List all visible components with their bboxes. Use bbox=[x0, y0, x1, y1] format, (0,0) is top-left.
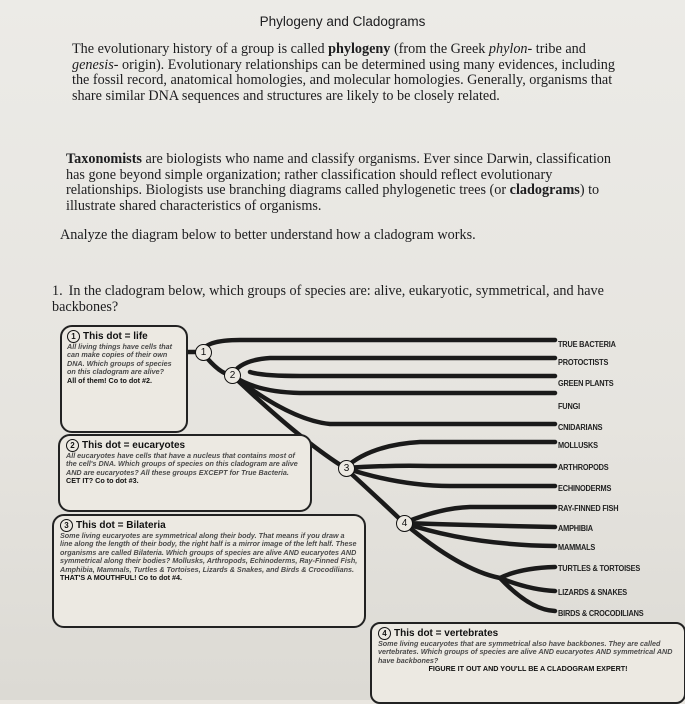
branch-amphibia bbox=[404, 523, 555, 527]
node-2-dot: 2 bbox=[224, 367, 241, 384]
callout-answer: FIGURE IT OUT AND YOU'LL BE A CLADOGRAM EXPERT! bbox=[428, 664, 628, 674]
callout-eucaryotes bbox=[58, 434, 312, 512]
species-label: TRUE BACTERIA bbox=[558, 340, 616, 349]
callout-life bbox=[60, 325, 188, 433]
number-badge: 4 bbox=[378, 627, 391, 640]
species-label: CNIDARIANS bbox=[558, 423, 603, 432]
question-1: 1. In the cladogram below, which groups of species are: alive, eukaryotic, symmetrical, and have backbones? bbox=[52, 283, 604, 315]
species-label: MAMMALS bbox=[558, 543, 596, 552]
intro-paragraph-taxonomists: Taxonomists are biologists who name and classify organisms. Ever since Darwin, classification has gone beyond simple organization; rather classification should reflect evolutionary relationships. Biologists use branching diagrams called phylogenetic trees (or cladograms) to illustrate shared characteristics of organisms. bbox=[66, 151, 611, 214]
callout-answer: All of them! Co to dot #2. bbox=[67, 375, 153, 385]
species-label: PROTOCTISTS bbox=[558, 358, 609, 367]
callout-heading: This dot = life bbox=[83, 331, 148, 342]
callout-heading: This dot = eucaryotes bbox=[82, 440, 186, 451]
callout-answer: CET IT? Co to dot #3. bbox=[66, 476, 139, 486]
callout-answer: THAT'S A MOUTHFUL! Co to dot #4. bbox=[60, 573, 183, 583]
callout-bilateria bbox=[52, 514, 366, 628]
node-1-dot: 1 bbox=[195, 344, 212, 361]
callout-heading: This dot = Bilateria bbox=[76, 520, 166, 531]
species-label: MOLLUSKS bbox=[558, 441, 598, 450]
species-label: RAY-FINNED FISH bbox=[558, 504, 619, 513]
intro-paragraph-phylogeny: The evolutionary history of a group is called phylogeny (from the Greek phylon- tribe and genesis- origin). Evolutionary relationships can be determined using many evidences, including the fossil record, anatomical homologies, and molecular homologies. Generally, organisms that share similar DNA sequences and structures are likely to be closely related. bbox=[72, 41, 615, 104]
branch-green-plants bbox=[250, 372, 555, 376]
number-badge: 1 bbox=[67, 330, 80, 343]
node-3-dot: 3 bbox=[338, 460, 355, 477]
callout-vertebrates bbox=[370, 622, 685, 704]
species-label: AMPHIBIA bbox=[558, 524, 593, 533]
species-label: FUNGI bbox=[558, 402, 580, 411]
species-label: ECHINODERMS bbox=[558, 484, 612, 493]
branch-echinoderms bbox=[345, 468, 555, 486]
branch-true-bacteria bbox=[202, 340, 555, 352]
species-label: GREEN PLANTS bbox=[558, 379, 614, 388]
branch-reptile-stem bbox=[404, 523, 500, 578]
callout-body: Some living eucaryotes are symmetrical along their body. That means if you draw a line along the length of their body, the right half is a mirror image of the left half. These organisms are called Bilateria. Which groups of species are alive AND eucaryotes AND symmetrical along their bodies? Mollusks, Arthropods, Echinoderms, Ray-Finned Fish, Amphibia, Mammals, Turtles & Tortoises, Lizards & Snakes, and Birds & Crocodilians. bbox=[60, 531, 358, 574]
callout-body: Some living eucaryotes that are symmetrical also have backbones. They are called vertebrates. Which groups of species are alive AND eucaryotes AND symmetrical AND have backbones? bbox=[378, 639, 673, 665]
number-badge: 3 bbox=[60, 519, 73, 532]
species-label: TURTLES & TORTOISES bbox=[558, 564, 641, 573]
number-badge: 2 bbox=[66, 439, 79, 452]
page-title: Phylogeny and Cladograms bbox=[259, 14, 426, 29]
branch-protoctists bbox=[232, 358, 555, 375]
node-4-dot: 4 bbox=[396, 515, 413, 532]
branch-ray-finned-fish bbox=[404, 507, 555, 523]
callout-heading: This dot = vertebrates bbox=[394, 628, 499, 639]
callout-body: All eucaryotes have cells that have a nucleus that contains most of the cell's DNA. Which groups of species on this cladogram are alive AND are eucaryotes? All these groups EXCEPT for True Bacteria. bbox=[66, 451, 298, 477]
species-label: BIRDS & CROCODILIANS bbox=[558, 609, 644, 618]
branch-turtles bbox=[500, 567, 555, 578]
callout-body: All living things have cells that can make copies of their own DNA. Which groups of species on this cladogram are alive? bbox=[67, 342, 173, 377]
intro-paragraph-analyze: Analyze the diagram below to better understand how a cladogram works. bbox=[60, 227, 476, 243]
branch-arthropods bbox=[345, 466, 555, 468]
species-label: ARTHROPODS bbox=[558, 463, 609, 472]
species-label: LIZARDS & SNAKES bbox=[558, 588, 628, 597]
